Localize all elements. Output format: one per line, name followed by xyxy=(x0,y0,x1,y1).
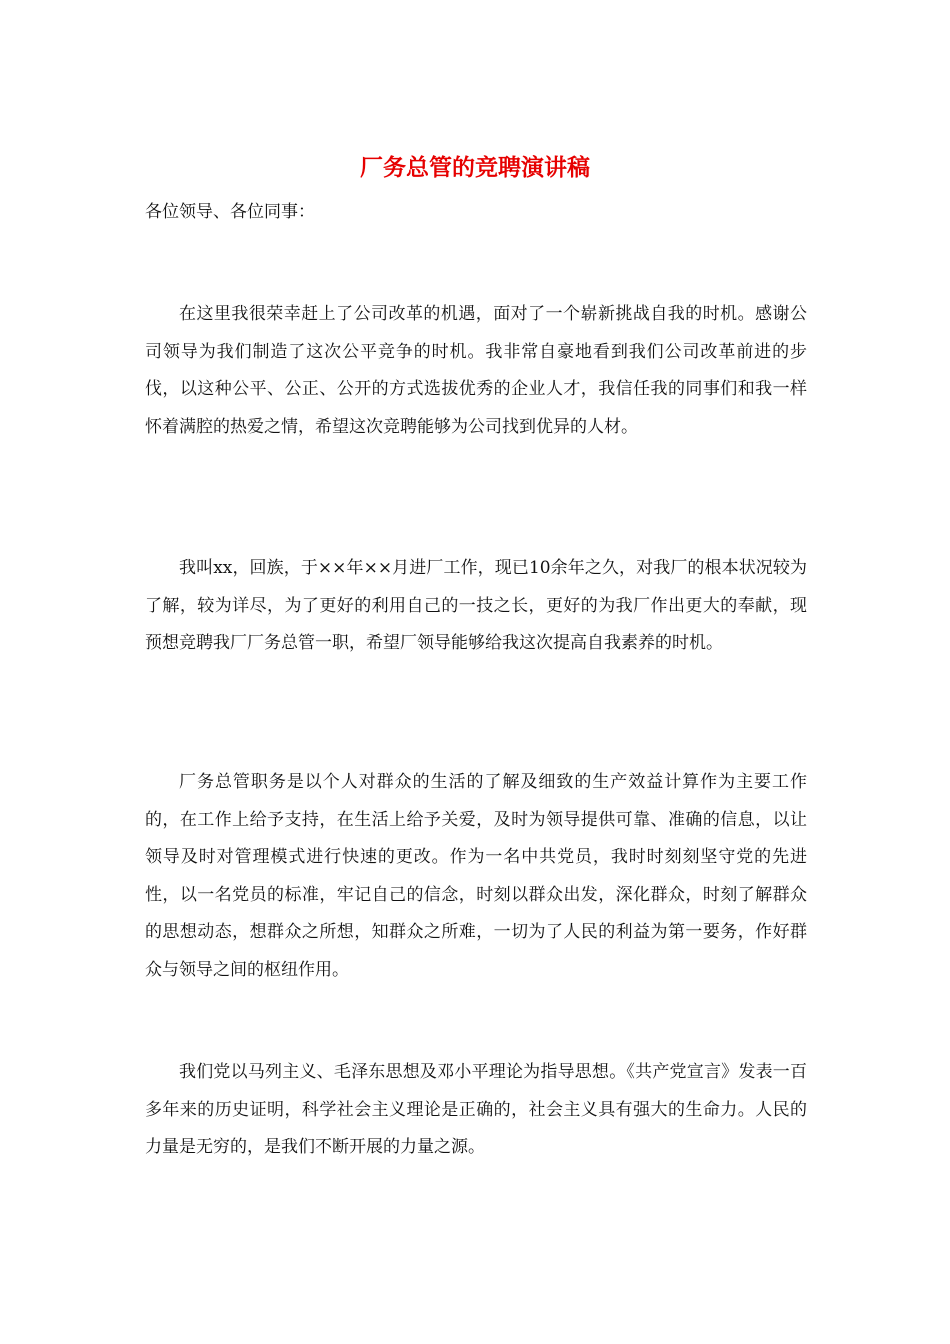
paragraph-1: 在这里我很荣幸赶上了公司改革的机遇，面对了一个崭新挑战自我的时机。感谢公司领导为我们制造了这次公平竞争的时机。我非常自豪地看到我们公司改革前进的步伐，以这种公平、公正、公开的方式选拔优秀的企业人才，我信任我的同事们和我一样怀着满腔的热爱之情，希望这次竞聘能够为公司找到优异的人材。 xyxy=(145,304,807,437)
document-title: 厂务总管的竞聘演讲稿 xyxy=(360,154,590,181)
paragraph-3: 厂务总管职务是以个人对群众的生活的了解及细致的生产效益计算作为主要工作的，在工作上给予支持，在生活上给予关爱，及时为领导提供可靠、准确的信息，以让领导及时对管理模式进行快速的更改。作为一名中共党员，我时时刻刻坚守党的先进性，以一名党员的标准，牢记自己的信念，时刻以群众出发，深化群众，时刻了解群众的思想动态，想群众之所想，知群众之所难，一切为了人民的利益为第一要务，作好群众与领导之间的枢纽作用。 xyxy=(145,772,807,980)
paragraph-4: 我们党以马列主义、毛泽东思想及邓小平理论为指导思想。《共产党宣言》发表一百多年来的历史证明，科学社会主义理论是正确的，社会主义具有强大的生命力。人民的力量是无穷的，是我们不断开展的力量之源。 xyxy=(145,1062,807,1157)
salutation: 各位领导、各位同事： xyxy=(145,202,315,222)
paragraph-2: 我叫xx，回族，于××年××月进厂工作，现已10余年之久，对我厂的根本状况较为了解，较为详尽，为了更好的利用自己的一技之长，更好的为我厂作出更大的奉献，现预想竞聘我厂厂务总管一职，希望厂领导能够给我这次提高自我素养的时机。 xyxy=(145,558,807,653)
